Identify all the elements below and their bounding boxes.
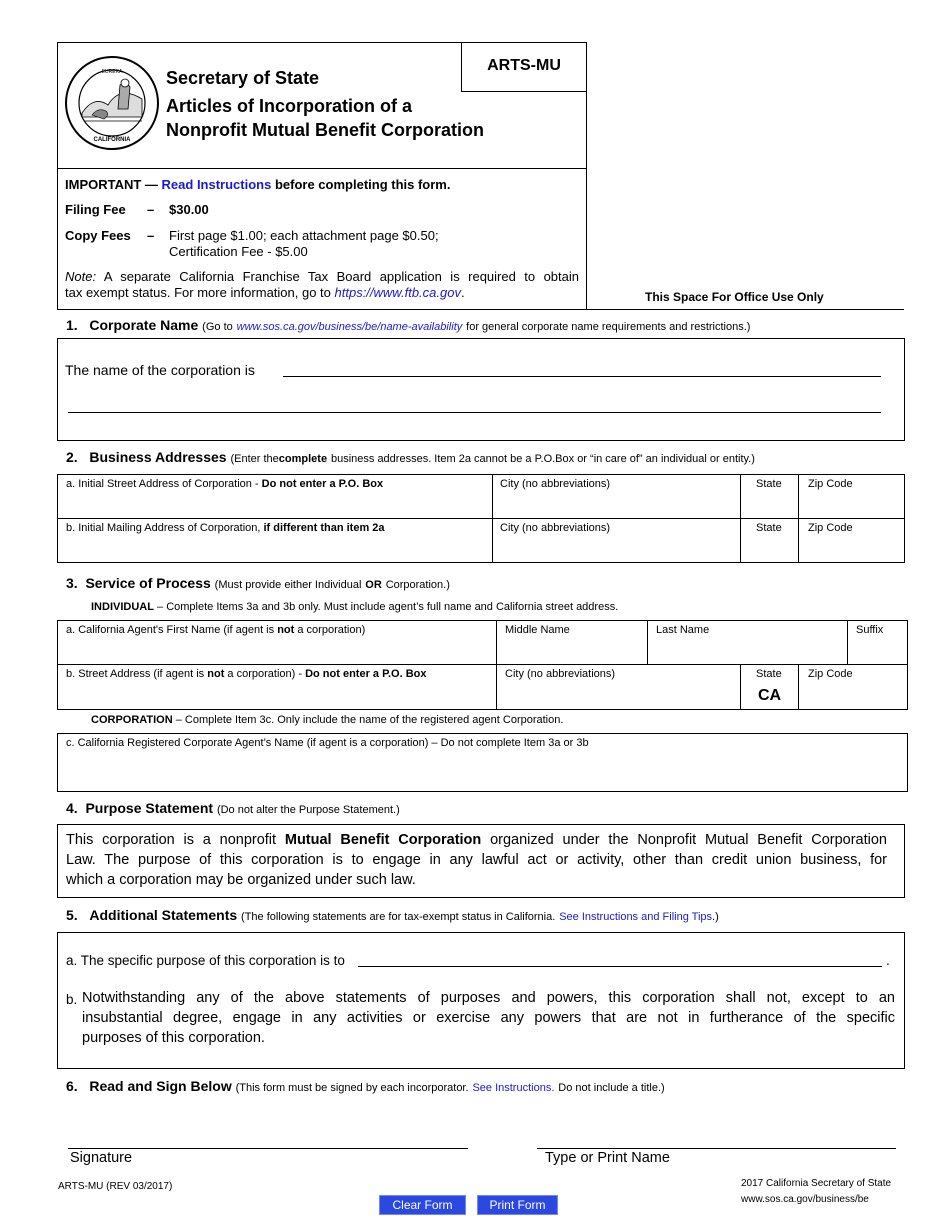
- agent-city-field[interactable]: City (no abbreviations): [505, 668, 616, 680]
- specific-purpose-label: a. The specific purpose of this corporation is to: [66, 953, 345, 968]
- section5-heading: 5. Additional Statements (The following statements are for tax-exempt status in California. See Instructions and Filing Tips.): [66, 907, 719, 923]
- mailing-city-field[interactable]: City (no abbreviations): [500, 522, 611, 534]
- print-form-button[interactable]: Print Form: [477, 1195, 558, 1215]
- agent-middle-name-field[interactable]: Middle Name: [505, 624, 570, 636]
- agency-name: Secretary of State: [166, 68, 320, 88]
- specific-purpose-period: .: [886, 953, 890, 968]
- print-name-label: Type or Print Name: [545, 1150, 670, 1166]
- website-line: www.sos.ca.gov/business/be: [741, 1194, 869, 1205]
- form-title-line1: Articles of Incorporation of a: [166, 96, 413, 116]
- copy-fees-line1: First page $1.00; each attachment page $0.50;: [169, 228, 439, 243]
- corp-name-label: The name of the corporation is: [65, 362, 255, 378]
- seal-bottom-text: CALIFORNIA: [93, 137, 131, 143]
- item-b-line2: insubstantial degree, engage in any activities or exercise any powers that are not in furtherance of the specific: [82, 1010, 895, 1026]
- section2-heading: 2. Business Addresses (Enter thecomplete business addresses. Item 2a cannot be a P.O.Box or “in care of” an individual or entity.): [66, 449, 755, 465]
- read-instructions-link[interactable]: Read Instructions: [161, 177, 272, 192]
- office-use-label: This Space For Office Use Only: [645, 290, 824, 304]
- section6-heading: 6. Read and Sign Below (This form must be signed by each incorporator. See Instructions. Do not include a title.): [66, 1078, 665, 1094]
- corp-name-input[interactable]: [283, 361, 881, 377]
- filing-tips-link[interactable]: See Instructions and Filing Tips: [559, 911, 713, 923]
- important-line: IMPORTANT — Read Instructions before completing this form.: [65, 177, 451, 192]
- agent-state-label: State: [756, 668, 782, 680]
- street-address-field[interactable]: a. Initial Street Address of Corporation - Do not enter a P.O. Box: [66, 478, 384, 490]
- clear-form-button[interactable]: Clear Form: [379, 1195, 466, 1215]
- purpose-line3: which a corporation may be organized under such law.: [66, 872, 416, 888]
- specific-purpose-input[interactable]: [358, 951, 882, 967]
- mailing-zip-field[interactable]: Zip Code: [808, 522, 853, 534]
- copy-fees-label: Copy Fees: [65, 228, 131, 243]
- signature-input[interactable]: [68, 1130, 468, 1149]
- item-b-prefix: b.: [66, 992, 78, 1007]
- state-seal: [64, 55, 160, 151]
- individual-instruction: INDIVIDUAL – Complete Items 3a and 3b only. Must include agent’s full name and California street address.: [91, 601, 619, 613]
- agent-street-field[interactable]: b. Street Address (if agent is not a corporation) - Do not enter a P.O. Box: [66, 668, 427, 680]
- street-zip-field[interactable]: Zip Code: [808, 478, 853, 490]
- agent-state-value: CA: [758, 687, 782, 704]
- item-b-line3: purposes of this corporation.: [82, 1030, 265, 1046]
- seal-motto: EUREKA: [101, 69, 123, 75]
- office-use-divider: [587, 309, 904, 310]
- item-b-line1: Notwithstanding any of the above statements of purposes and powers, this corporation shall not, except to an: [82, 990, 895, 1006]
- ftb-link[interactable]: https://www.ftb.ca.gov: [334, 285, 461, 300]
- copyright-line: 2017 California Secretary of State: [741, 1178, 892, 1189]
- form-title-line2: Nonprofit Mutual Benefit Corporation: [166, 120, 484, 140]
- copy-fees-dash: –: [147, 228, 155, 243]
- purpose-line1: This corporation is a nonprofit Mutual Benefit Corporation organized under the Nonprofit Mutual Benefit Corporation: [66, 832, 887, 848]
- street-state-field[interactable]: State: [756, 478, 782, 490]
- form-code: ARTS-MU: [487, 57, 561, 74]
- section4-heading: 4. Purpose Statement (Do not alter the Purpose Statement.): [66, 800, 400, 816]
- agent-last-name-field[interactable]: Last Name: [656, 624, 710, 636]
- filing-fee-value: $30.00: [169, 202, 209, 217]
- section1-heading: 1. Corporate Name (Go to www.sos.ca.gov/business/be/name-availability for general corporate name requirements and restrictions.): [66, 317, 751, 333]
- name-availability-link[interactable]: www.sos.ca.gov/business/be/name-availability: [236, 321, 463, 333]
- corporation-instruction: CORPORATION – Complete Item 3c. Only include the name of the registered agent Corporation.: [91, 714, 564, 726]
- corp-name-input-line2[interactable]: [68, 397, 881, 413]
- filing-fee-label: Filing Fee: [65, 202, 126, 217]
- print-name-input[interactable]: [537, 1130, 896, 1149]
- agent-suffix-field[interactable]: Suffix: [856, 624, 884, 636]
- sign-instructions-link[interactable]: See Instructions.: [472, 1082, 555, 1094]
- agent-zip-field[interactable]: Zip Code: [808, 668, 853, 680]
- section1-box: [57, 338, 905, 441]
- filing-fee-dash: –: [147, 202, 155, 217]
- agent-first-name-field[interactable]: a. California Agent's First Name (if agent is not a corporation): [66, 624, 366, 636]
- copy-fees-line2: Certification Fee - $5.00: [169, 244, 308, 259]
- note-line2: tax exempt status. For more information, go to https://www.ftb.ca.gov.: [65, 285, 465, 300]
- purpose-line2: Law. The purpose of this corporation is to engage in any lawful act or activity, other than credit union business, for: [66, 852, 887, 868]
- corporate-agent-name-field[interactable]: c. California Registered Corporate Agent’s Name (if agent is a corporation) – Do not complete Item 3a or 3b: [66, 737, 589, 749]
- street-city-field[interactable]: City (no abbreviations): [500, 478, 611, 490]
- mailing-address-field[interactable]: b. Initial Mailing Address of Corporation, if different than item 2a: [66, 522, 385, 534]
- mailing-state-field[interactable]: State: [756, 522, 782, 534]
- section3-heading: 3. Service of Process (Must provide either Individual OR Corporation.): [66, 575, 450, 591]
- note-line1: Note: A separate California Franchise Tax Board application is required to obtain: [65, 269, 579, 284]
- form-revision: ARTS-MU (REV 03/2017): [58, 1181, 173, 1192]
- signature-label: Signature: [70, 1150, 133, 1166]
